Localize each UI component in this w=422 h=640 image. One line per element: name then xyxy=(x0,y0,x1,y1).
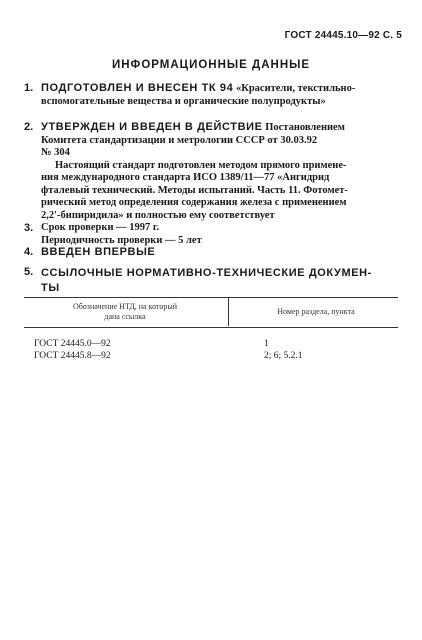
section-2 xyxy=(24,121,398,222)
section-number: 2. xyxy=(24,121,34,133)
paragraph-line: Настоящий стандарт подготовлен методом прямого примене- xyxy=(55,159,347,171)
section-text: вспомогательные вещества и органические полупродукты» xyxy=(41,95,326,107)
section-1 xyxy=(24,82,398,108)
paragraph-line: фталевый технический. Методы испытаний. Часть 11. Фотомет- xyxy=(41,184,348,196)
section-4 xyxy=(24,246,398,259)
section-heading: ПОДГОТОВЛЕН И ВНЕСЕН ТК 94 xyxy=(41,82,234,94)
table-header-document: Обозначение НТД, на который дана ссылка xyxy=(72,302,178,321)
table-top-rule xyxy=(24,297,398,298)
section-number: 3. xyxy=(24,222,34,234)
section-heading: ВВЕДЕН ВПЕРВЫЕ xyxy=(41,246,156,258)
document-header-ref: ГОСТ 24445.10—92 С. 5 xyxy=(284,30,402,41)
section-text: Срок проверки — 1997 г. xyxy=(41,222,160,233)
section-heading: ССЫЛОЧНЫЕ НОРМАТИВНО-ТЕХНИЧЕСКИЕ ДОКУМЕН- xyxy=(41,267,372,279)
section-text: Периодичность проверки — 5 лет xyxy=(41,234,202,246)
section-text: «Красители, текстильно- xyxy=(235,83,356,94)
paragraph-line: 2,2'-бипиридила» и полностью ему соответствует xyxy=(41,209,275,221)
section-heading: УТВЕРЖДЕН И ВВЕДЕН В ДЕЙСТВИЕ xyxy=(41,121,263,133)
section-heading: ТЫ xyxy=(41,282,60,294)
section-number: 4. xyxy=(24,246,34,258)
section-text: Комитета стандартизации и метрологии СССР от 30.03.92 xyxy=(41,134,318,146)
paragraph-line: ния международного стандарта ИСО 1389/11—77 «Ангидрид xyxy=(41,172,330,183)
section-text: № 304 xyxy=(41,147,70,158)
paragraph-line: рический метод определения содержания железа с применением xyxy=(41,197,347,208)
section-3 xyxy=(24,222,398,247)
page-title: ИНФОРМАЦИОННЫЕ ДАННЫЕ xyxy=(111,59,311,71)
table-column-divider xyxy=(228,298,229,326)
table-cell-document: ГОСТ 24445.0—92 xyxy=(34,339,111,349)
section-5 xyxy=(24,266,398,296)
section-number: 5. xyxy=(24,266,34,278)
section-number: 1. xyxy=(24,82,34,94)
table-header-section: Номер раздела, пункта xyxy=(277,307,355,316)
section-text: Постановлением xyxy=(265,122,345,133)
table-header-rule xyxy=(24,327,398,328)
table-cell-section: 1 xyxy=(264,339,269,349)
table-cell-document: ГОСТ 24445.8—92 xyxy=(34,351,111,361)
table-cell-section: 2; 6; 5.2.1 xyxy=(264,351,303,361)
